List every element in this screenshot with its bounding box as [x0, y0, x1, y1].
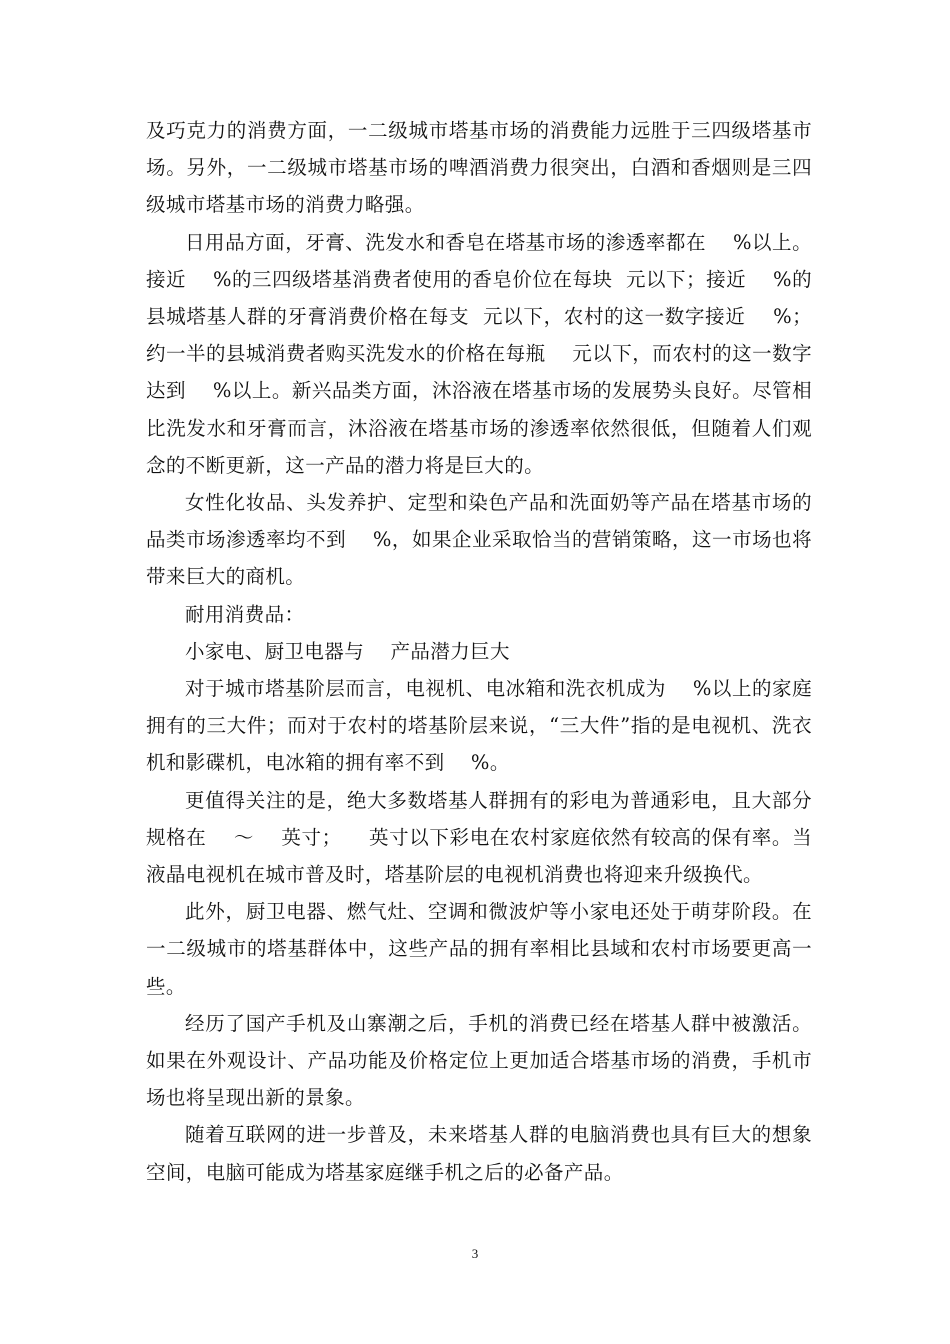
- paragraph-cosmetics: 女性化妆品、头发养护、定型和染色产品和洗面奶等产品在塔基市场的品类市场渗透率均不到 %，如果企业采取恰当的营销策略，这一市场也将带来巨大的商机。: [146, 491, 812, 589]
- paragraph-mobile-phones: 经历了国产手机及山寨潮之后，手机的消费已经在塔基人群中被激活。如果在外观设计、产品功能及价格定位上更加适合塔基市场的消费，手机市场也将呈现出新的景象。: [146, 1011, 812, 1110]
- paragraph-kitchen-appliances: 此外，厨卫电器、燃气灶、空调和微波炉等小家电还处于萌芽阶段。在一二级城市的塔基群体中，这些产品的拥有率相比县域和农村市场要更高一些。: [146, 900, 812, 998]
- paragraph-continued: 及巧克力的消费方面，一二级城市塔基市场的消费能力远胜于三四级塔基市场。另外，一二级城市塔基市场的啤酒消费力很突出，白酒和香烟则是三四级城市塔基市场的消费力略强。: [146, 119, 812, 217]
- page-number: 3: [471, 1246, 479, 1261]
- body-text: [146, 112, 812, 1191]
- paragraph-computers: 随着互联网的进一步普及，未来塔基人群的电脑消费也具有巨大的想象空间，电脑可能成为塔基家庭继手机之后的必备产品。: [146, 1123, 812, 1184]
- paragraph-television: 更值得关注的是，绝大多数塔基人群拥有的彩电为普通彩电，且大部分规格在 ～ 英寸； 英寸以下彩电在农村家庭依然有较高的保有率。当液晶电视机在城市普及时，塔基阶层的电视机消费也将迎来升级换代。: [146, 788, 812, 887]
- paragraph-three-major-items: 对于城市塔基阶层而言，电视机、电冰箱和洗衣机成为 %以上的家庭拥有的三大件；而对于农村的塔基阶层来说，“三大件”指的是电视机、洗衣机和影碟机，电冰箱的拥有率不到 %。: [146, 677, 812, 775]
- paragraph-small-appliances-heading: 小家电、厨卫电器与 产品潜力巨大: [185, 639, 510, 663]
- paragraph-daily-goods: 日用品方面，牙膏、洗发水和香皂在塔基市场的渗透率都在 %以上。接近 %的三四级塔基消费者使用的香皂价位在每块 元以下；接近 %的县城塔基人群的牙膏消费价格在每支 元以下，农村的这一数字接近 %；约一半的县城消费者购买洗发水的价格在每瓶 元以下，而农村的这一数字达到 %以上。新兴品类方面，沐浴液在塔基市场的发展势头良好。尽管相比洗发水和牙膏而言，沐浴液在塔基市场的渗透率依然很低，但随着人们观念的不断更新，这一产品的潜力将是巨大的。: [146, 230, 812, 477]
- paragraph-durable-goods-heading: 耐用消费品：: [185, 602, 305, 626]
